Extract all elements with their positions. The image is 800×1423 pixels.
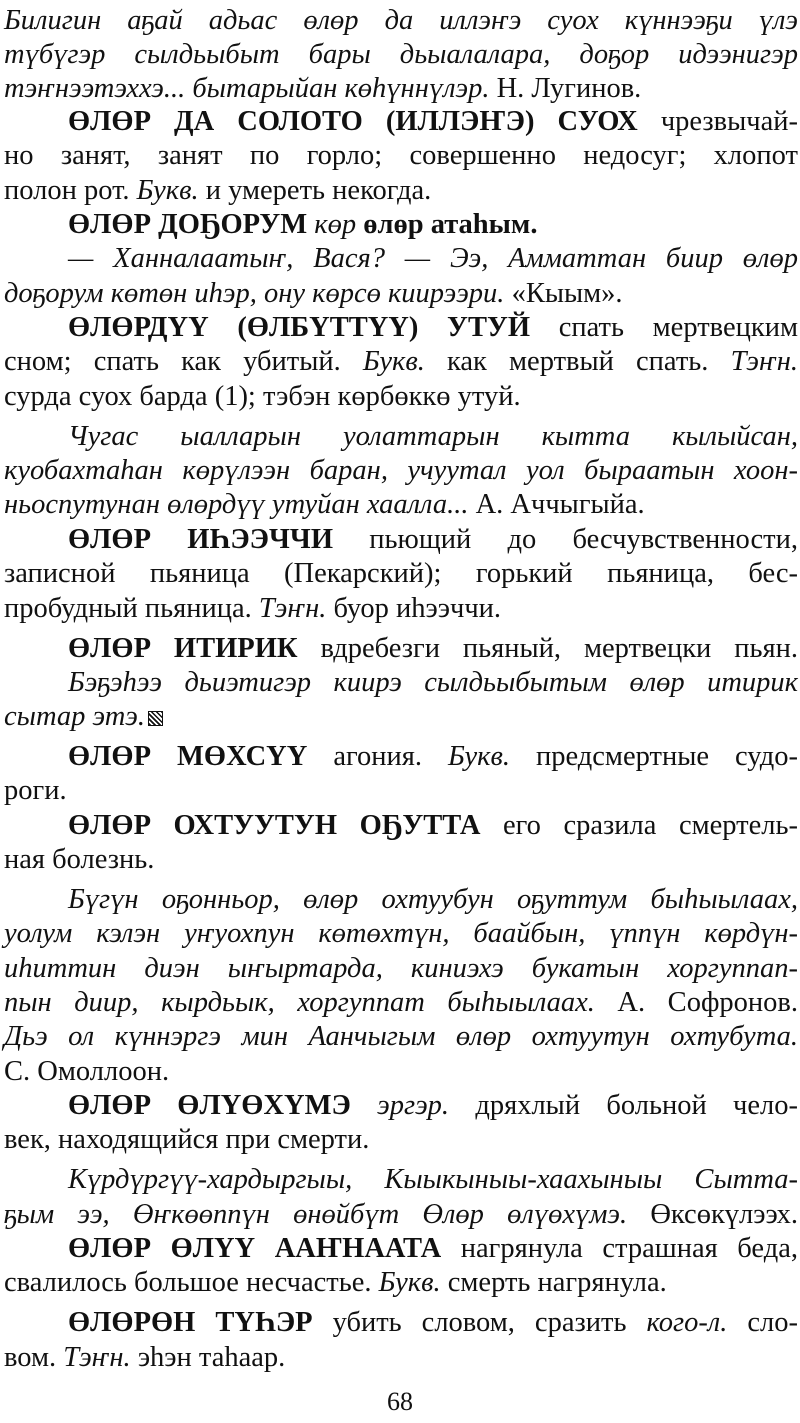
italic-text: Букв. [362, 346, 425, 377]
italic-text: Күрдүргүү-хардыргыы, Кыыкыныы-хаахыныы Сытта- [68, 1164, 798, 1195]
entry-headword-line [4, 807, 798, 845]
roman-text: А. Софронов. [594, 987, 798, 1018]
italic-text: тэҥнээтэххэ... бытарыйан көһүннүлэр. [4, 73, 490, 104]
example-line [4, 915, 798, 953]
italic-text: Букв. [136, 175, 199, 206]
example-line [4, 1196, 798, 1234]
entry-headword-line [4, 630, 798, 668]
text-line [4, 555, 798, 593]
headword: өлөр атаһым. [356, 209, 538, 240]
roman-text: спать мертвецким [530, 312, 798, 343]
headword: ӨЛӨР ОХТУУТУН ОҔУТТА [68, 810, 481, 841]
headword: ӨЛӨР ИТИРИК [68, 633, 298, 664]
roman-text: чрезвычай- [637, 106, 798, 137]
text-line [4, 1264, 798, 1302]
text-line [4, 137, 798, 175]
roman-text: агония. [307, 741, 449, 772]
italic-text: Тэҥн. [730, 346, 798, 377]
roman-text: век, находящийся при смерти. [4, 1124, 370, 1155]
italic-text: Дьэ ол күннэргэ мин Аанчыгым өлөр охтуутун охтубута. [4, 1021, 798, 1052]
headword: ӨЛӨР ИҺЭЭЧЧИ [68, 524, 333, 555]
example-line [4, 240, 798, 278]
italic-text: доҕорум көтөн иһэр, ону көрсө киирээри. [4, 278, 505, 309]
example-line [4, 418, 798, 456]
entry-headword-line [4, 1087, 798, 1125]
italic-text: уолум кэлэн уҥуохпун көтөхтүн, баайбын, үппүн көрдүн- [4, 918, 798, 949]
roman-text: роги. [4, 775, 67, 806]
entry-headword-line [4, 1304, 798, 1342]
text-line [4, 590, 798, 628]
example-line [4, 950, 798, 988]
italic-text: эргэр. [350, 1090, 450, 1121]
roman-text: сном; спать как убитый. [4, 346, 363, 377]
italic-text: ньоспутунан өлөрдүү утуйан хаалла... [4, 489, 469, 520]
italic-text: Букв. [448, 741, 510, 772]
roman-text: смерть нагрянула. [440, 1267, 667, 1298]
example-line [4, 1053, 798, 1091]
italic-text: Тэҥн. [63, 1342, 131, 1373]
italic-text: түбүгэр сылдьыбыт бары дьыалалара, доҕор идээнигэр [4, 39, 798, 70]
headword: ӨЛӨР ӨЛҮҮ ААҤНААТА [68, 1233, 442, 1264]
headword: ӨЛӨР ДОҔОРУМ [68, 209, 308, 240]
roman-text: его сразила смертель- [480, 810, 798, 841]
entry-headword-line [4, 103, 798, 141]
example-line [4, 698, 798, 736]
roman-text: Н. Лугинов. [489, 73, 642, 104]
example-line [4, 664, 798, 702]
roman-text: сло- [727, 1307, 798, 1338]
roman-text: предсмертные судо- [509, 741, 798, 772]
italic-text: Чугас ыалларын уолаттарын кытта кылыйсан, [68, 421, 798, 452]
roman-text: Өксөкүлээх. [627, 1199, 798, 1230]
entry-headword-line [4, 738, 798, 776]
example-line [4, 275, 798, 313]
example-line [4, 881, 798, 919]
italic-text: — Ханналаатыҥ, Вася? — Ээ, Амматтан биир өлөр [68, 243, 798, 274]
text-line [4, 841, 798, 879]
roman-text: вом. [4, 1342, 64, 1373]
roman-text: но занят, занят по горло; совершенно недосуг; хлопот [4, 140, 798, 171]
text-line [4, 172, 798, 210]
text-line [4, 2, 798, 40]
roman-text: сурда суох барда (1); тэбэн көрбөккө утуй. [4, 381, 521, 412]
roman-text: «Кыым». [504, 278, 623, 309]
headword: ӨЛӨР МӨХСҮҮ [68, 741, 308, 772]
text-line [4, 343, 798, 381]
text-line [4, 772, 798, 810]
roman-text: А. Аччыгыйа. [468, 489, 645, 520]
italic-text: пын диир, кырдьык, хоргуппат быһыылаах. [4, 987, 595, 1018]
headword: ӨЛӨРӨН ТҮҺЭР [68, 1307, 313, 1338]
italic-text: Билигин аҕай адьас өлөр да иллэҥэ суох күннээҕи үлэ [4, 5, 798, 36]
text-line [4, 1339, 798, 1377]
example-line [4, 984, 798, 1022]
example-line [4, 1161, 798, 1199]
italic-text: куобахтаһан көрүлээн баран, учуутал уол быраатын хоон- [4, 455, 798, 486]
roman-text: записной пьяница (Пекарский); горький пьяница, бес- [4, 558, 798, 589]
roman-text: нагрянула страшная беда, [441, 1233, 798, 1264]
roman-text: и умереть некогда. [198, 175, 432, 206]
italic-text: Тэҥн. [258, 593, 327, 624]
example-line [4, 1018, 798, 1056]
italic-text: сытар этэ. [4, 701, 145, 732]
italic-text: Бүгүн оҕонньор, өлөр охтуубун оҕуттум быһыылаах, [68, 884, 798, 915]
roman-text: вдребезги пьяный, мертвецки пьян. [297, 633, 798, 664]
roman-text: С. Омоллоон. [4, 1056, 170, 1087]
italic-text: Бэҕэһээ дьиэтигэр киирэ сылдьыбытым өлөр итирик [68, 667, 798, 698]
entry-headword-line [4, 309, 798, 347]
entry-headword-line [4, 206, 798, 244]
roman-text: как мертвый спать. [424, 346, 731, 377]
entry-headword-line [4, 1230, 798, 1268]
italic-text: иһиттин диэн ыҥыртарда, киниэхэ букатын хоргуппап- [4, 953, 798, 984]
roman-text: пьющий до бесчувственности, [333, 524, 798, 555]
roman-text: убить словом, сразить [312, 1307, 647, 1338]
text-line [4, 378, 798, 416]
example-line [4, 486, 798, 524]
headword: ӨЛӨРДҮҮ (ӨЛБҮТТҮҮ) УТУЙ [68, 312, 531, 343]
entry-headword-line [4, 521, 798, 559]
italic-text: кого-л. [646, 1307, 728, 1338]
roman-text: ная болезнь. [4, 844, 155, 875]
roman-text: буор иһээччи. [326, 593, 502, 624]
roman-text: пробудный пьяница. [4, 593, 259, 624]
hatched-box-icon [148, 711, 163, 726]
text-line [4, 36, 798, 74]
roman-text: дряхлый больной чело- [449, 1090, 798, 1121]
headword: ӨЛӨР ӨЛҮӨХҮМЭ [68, 1090, 351, 1121]
roman-text: эһэн таһаар. [130, 1342, 286, 1373]
example-line [4, 452, 798, 490]
roman-text: свалилось большое несчастье. [4, 1267, 379, 1298]
roman-text: полон рот. [4, 175, 137, 206]
italic-text: Букв. [378, 1267, 441, 1298]
text-line [4, 1121, 798, 1159]
headword: ӨЛӨР ДА СОЛОТО (ИЛЛЭҤЭ) СУОХ [68, 106, 638, 137]
italic-text: көр [307, 209, 357, 240]
page-number: 68 [387, 1387, 413, 1416]
italic-text: ҕым ээ, Өҥкөөппүн өнөйбүт Өлөр өлүөхүмэ. [4, 1199, 628, 1230]
